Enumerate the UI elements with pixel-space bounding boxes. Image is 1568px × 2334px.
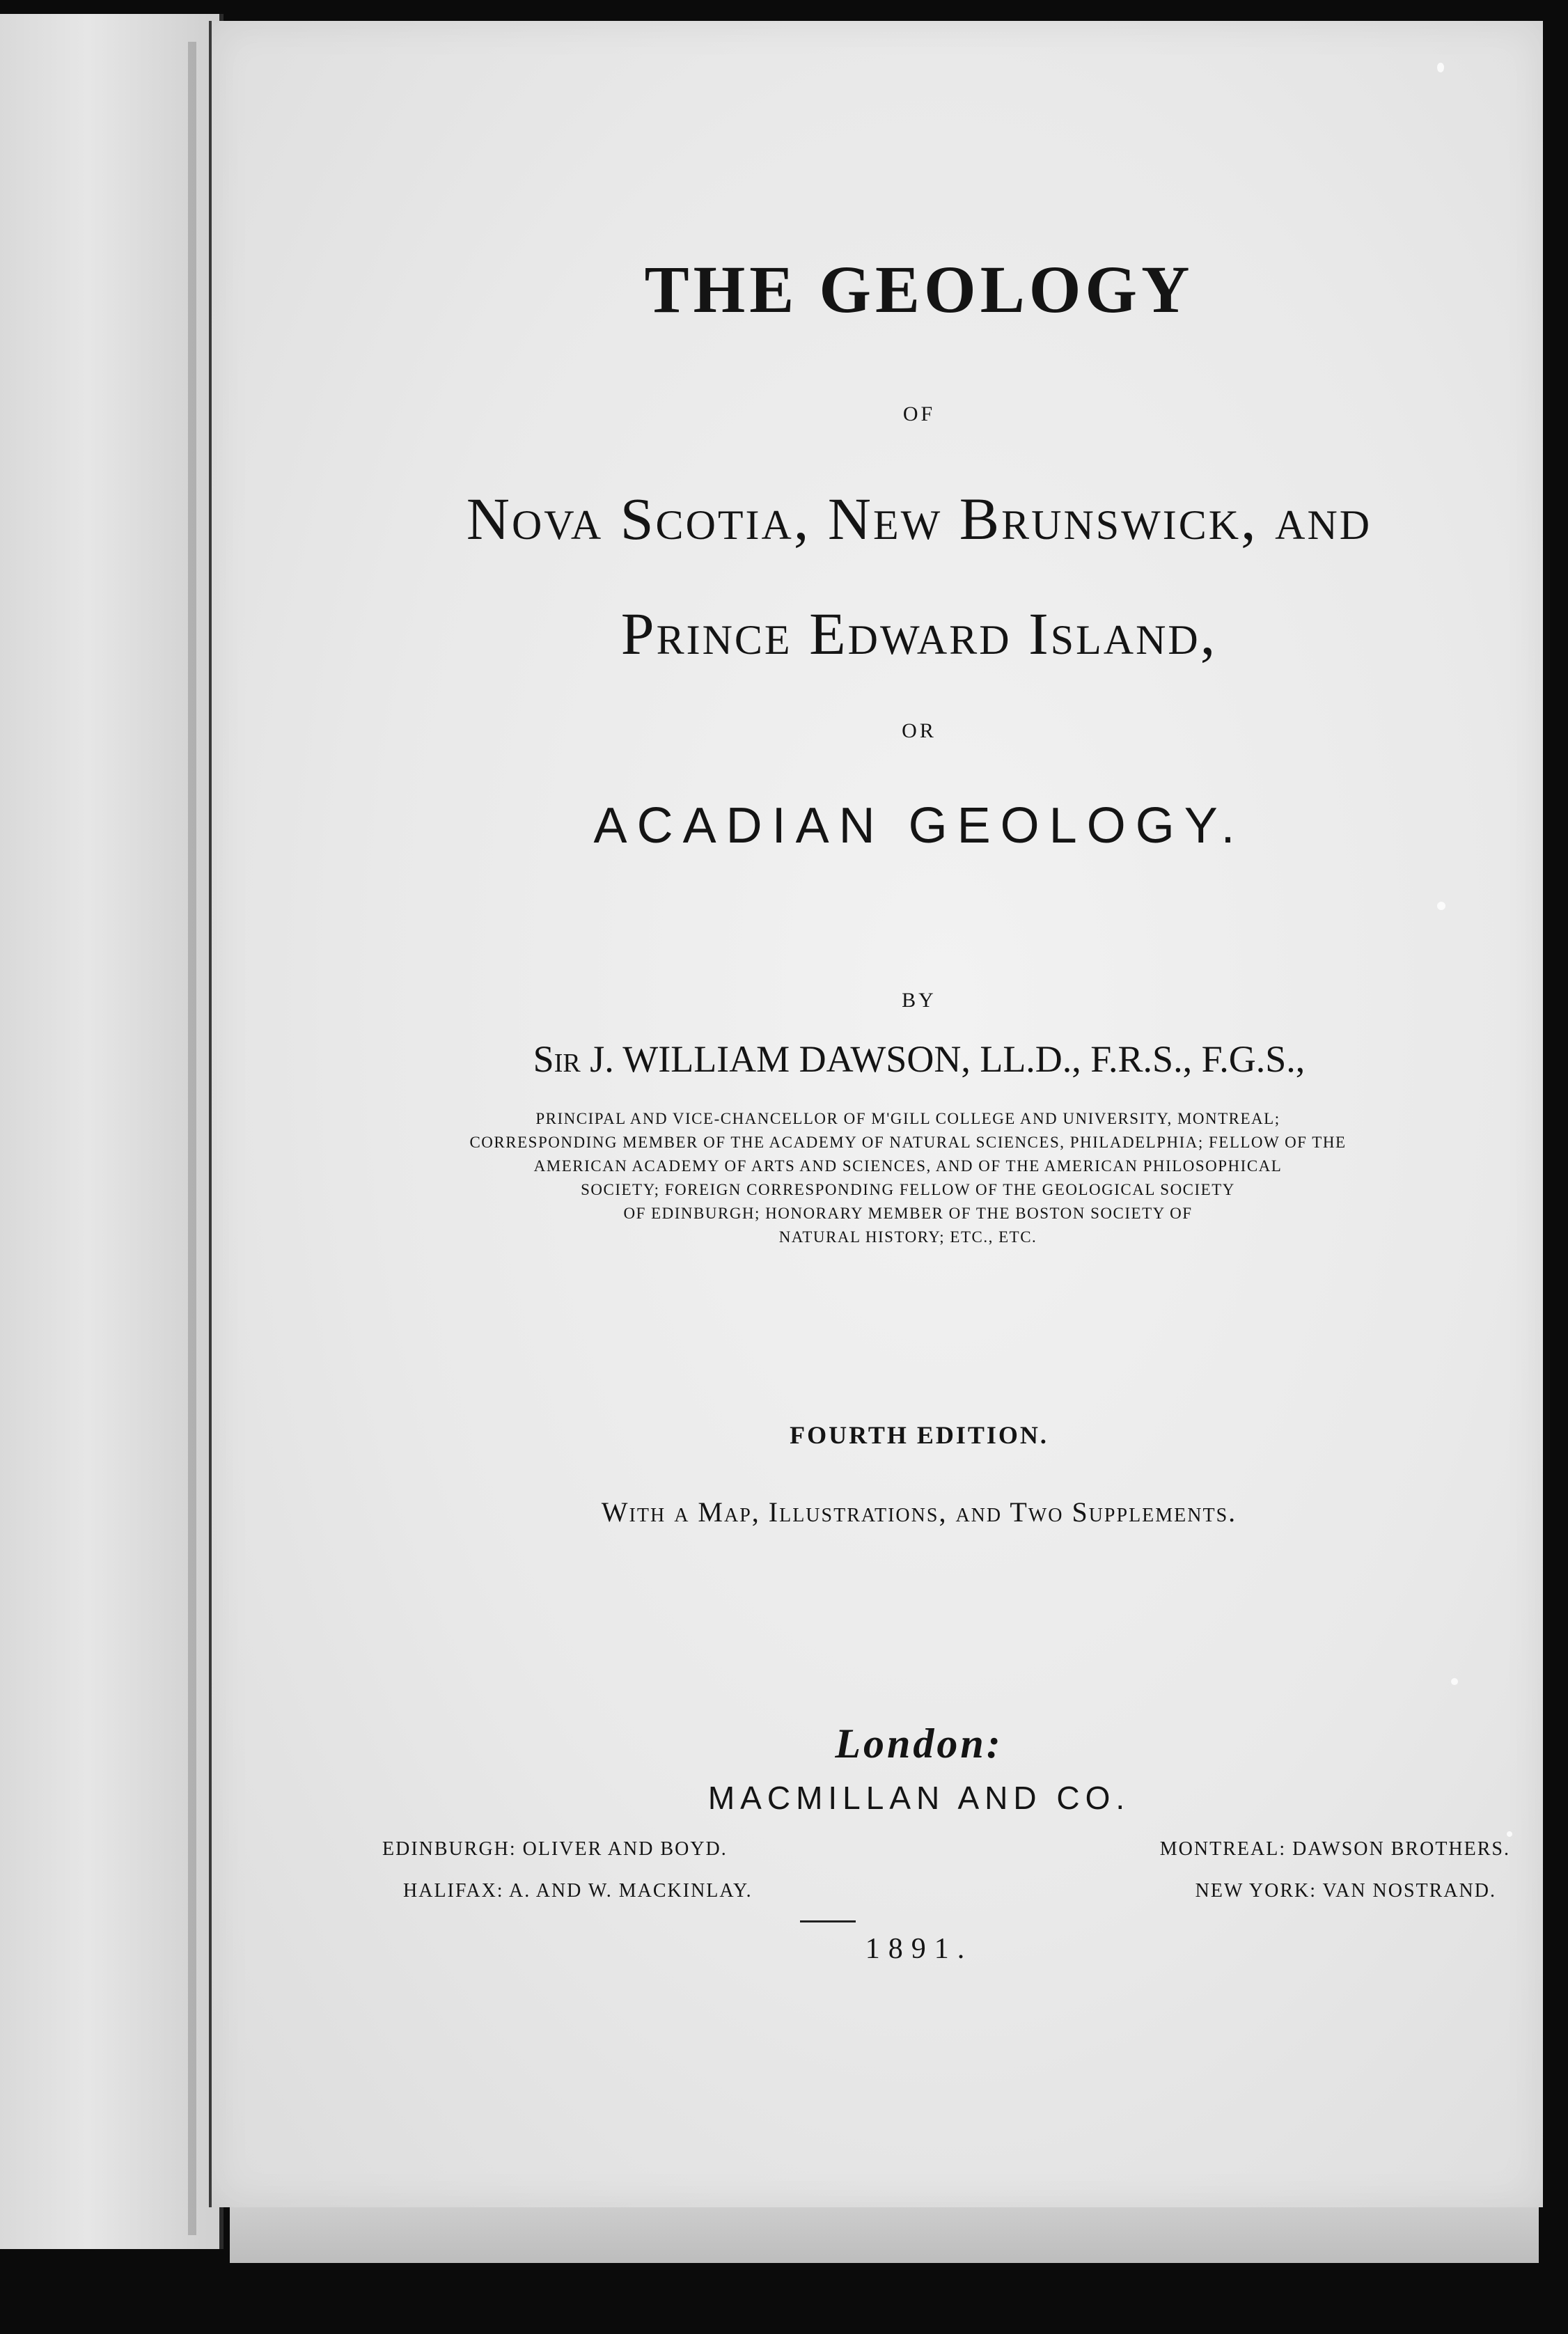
author-prefix: Sir [533, 1038, 581, 1080]
book-title-region-line-2: Prince Edward Island, [620, 600, 1218, 667]
alternate-title: ACADIAN GEOLOGY. [593, 798, 1245, 854]
title-connector-or: OR [902, 719, 936, 742]
previous-leaf [0, 14, 224, 2249]
credentials-line: OF EDINBURGH; HONORARY MEMBER OF THE BOSTON SOCIETY OF [623, 1205, 1193, 1222]
imprint-divider [800, 1920, 856, 1922]
page-bottom-edge [230, 2200, 1539, 2263]
agent-new-york: NEW YORK: VAN NOSTRAND. [1195, 1880, 1496, 1902]
credentials-line: NATURAL HISTORY; ETC., ETC. [778, 1228, 1037, 1246]
agent-halifax: HALIFAX: A. AND W. MACKINLAY. [403, 1880, 753, 1902]
author-credentials [351, 1107, 1465, 1249]
title-page [209, 21, 1543, 2207]
imprint-city: London: [835, 1721, 1003, 1767]
credentials-line: SOCIETY; FOREIGN CORRESPONDING FELLOW OF THE GEOLOGICAL SOCIETY [581, 1181, 1235, 1198]
paper-speck [1437, 63, 1444, 72]
book-title-region-line-1: Nova Scotia, New Brunswick, and [466, 485, 1372, 552]
paper-speck [1437, 902, 1445, 910]
paper-speck [1507, 1831, 1512, 1837]
agent-edinburgh: EDINBURGH: OLIVER AND BOYD. [382, 1838, 728, 1860]
publication-year: 1891. [865, 1933, 973, 1965]
credentials-line: PRINCIPAL AND VICE-CHANCELLOR OF M'GILL COLLEGE AND UNIVERSITY, MONTREAL; [535, 1110, 1280, 1127]
agent-montreal: MONTREAL: DAWSON BROTHERS. [1159, 1838, 1510, 1860]
by-line: BY [902, 989, 936, 1012]
publisher-name: MACMILLAN AND CO. [707, 1780, 1131, 1816]
credentials-line: AMERICAN ACADEMY OF ARTS AND SCIENCES, AND OF THE AMERICAN PHILOSOPHICAL [533, 1157, 1283, 1175]
agents-row [382, 1838, 1510, 1866]
supplements-statement: With a Map, Illustrations, and Two Supplements. [601, 1496, 1237, 1528]
title-connector-of: OF [902, 402, 936, 425]
credentials-line: CORRESPONDING MEMBER OF THE ACADEMY OF NATURAL SCIENCES, PHILADELPHIA; FELLOW OF THE [469, 1134, 1347, 1151]
author-name [212, 1037, 1543, 1081]
agents-row [382, 1880, 1510, 1908]
edition-statement: FOURTH EDITION. [790, 1421, 1049, 1449]
paper-speck [1451, 1678, 1458, 1685]
author-name-text: J. WILLIAM DAWSON, LL.D., F.R.S., F.G.S., [590, 1038, 1306, 1080]
leaf-edge-shadow [188, 42, 196, 2235]
book-title: THE GEOLOGY [644, 252, 1194, 327]
